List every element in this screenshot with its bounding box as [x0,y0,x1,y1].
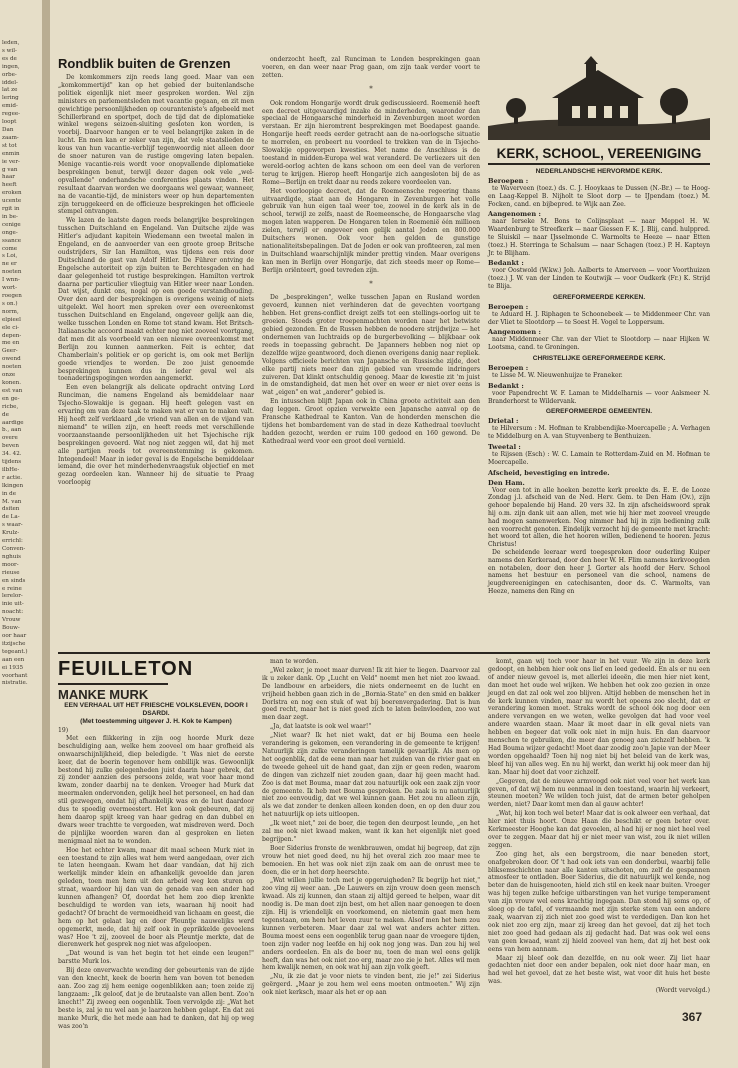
section-entry: te Aduard H. J. Riphagen te Schoonebeek — te Middenmeer Chr. van der Vliet te Slootdorp — te Soest H. Vogel te Loppersum. [488,310,710,326]
edge-line: aan een [2,656,25,663]
edge-line: beven [2,443,19,450]
section-label: Afscheid, bevestiging en intrede. [488,468,610,477]
church-denomination-heading: GEREFORMEERDE KERKEN. [552,293,646,301]
edge-line: Krulz- [2,530,20,537]
section-label: Aangenomen : [488,210,541,219]
edge-line: st tot [2,142,17,149]
rondblik-col1-text [58,74,254,487]
edge-line: eroken [2,190,22,197]
edge-line: Geer- [2,348,18,355]
edge-line: aardige [2,419,24,426]
edge-line: elpieel [2,316,21,323]
edge-line: ingen, [2,63,20,70]
edge-line: leden, [2,40,20,46]
edge-line: I wnn- [2,277,20,284]
paragraph: En intusschen blijft Japan ook in China groote activiteit aan den dag leggen. Groot opzien verwekte een Japansche aanval op de Fransche Kathedraal te Kanton. Van de honderden menschen die tijdens het bombardement van de stad in deze Kathedraal toevlucht hadden gezocht, werden er ruim 100 gedood en 160 gewond. De Kathedraal werd voor een groot deel vernield. [262,398,480,445]
edge-line: Vrouw [2,617,21,624]
edge-line: come [2,245,18,252]
edge-line: depen- [2,332,22,339]
edge-line: en sinds [2,577,26,584]
edge-line: es de [2,55,17,62]
section-label: Beroepen : [488,363,529,372]
edge-line: onge- [2,229,18,236]
section-label: Beroepen : [488,177,529,185]
edge-line: owend [2,356,21,363]
edge-line: tijdens [2,459,22,466]
edge-line: ne er [2,261,17,268]
edge-line: in be- [2,213,18,220]
edge-line: in de [2,490,17,497]
edge-line: e reine [2,585,22,592]
kerk-title: KERK, SCHOOL, VEREENIGING [496,146,702,161]
edge-line: itzijsche [2,640,26,647]
paragraph: Boer Siderius fronste de wenkbrauwen, omdat hij begreep, dat zijn vrouw het niet goed deed, nu hij het overal zich zoo maar mee te bemoeien. En het was ook niet zijn zaak om aan de onrust mee te doen, die er in het dorp heerschte. [262,844,480,876]
edge-line: s Loi, [2,253,18,260]
edge-line: cenige [2,221,21,228]
church-denomination-heading: CHRISTELIJKE GEREFORMEERDE KERK. [532,354,666,362]
rondblik-column-2 [262,56,480,651]
section-label: Bedankt : [488,259,524,268]
edge-line: s waar- [2,522,23,529]
title-rule [488,163,710,165]
section-label: Drietal : [488,417,519,426]
title-rule [58,683,168,685]
edge-line: lerelor- [2,593,23,600]
edge-line: 34. 42. [2,451,22,458]
story-title: MANKE MURK [58,687,149,702]
paragraph: „Ja, dat laatste is ook wel waar!" [270,723,372,731]
edge-line: g van [2,166,18,173]
separator-dot: * [369,84,373,93]
paragraph: „Gegeven, dat de nieuwe armvoogd ook niet veel voor het werk kan geven, of dat wij hem nu eenmaal in den toestand, waarin hij verkeert, steunen moeten? We wilden toch juist, dat de armen beter geholpen werden, niet? Daar komt men dan al gauw achter! [488,777,710,809]
edge-line: konen. [2,379,22,386]
edge-line: dsiten [2,506,20,513]
edge-line: wort- [2,285,17,292]
edge-line: onze [2,372,16,379]
paragraph: „Nu, ik zie dat je voor niets te vinden bent, zie je!" zei Siderius geërgerd. „Maar je zou hem wel eens moeten ontmoeten." Wij zijn ook niet kerksch, maar als het er op aan [262,973,480,997]
paragraph: „Wat willen jullie toch met je opgeruigheden? Ik begrijp het niet," zoo ving zij weer aan. „De Lauwers en zijn vrouw doen geen mensch kwaad. Als zij kunnen, dan staan zij altijd gereed te helpen, waar dit noodig is. De man doet zijn best, om het allen naar genoegen te doen zijn. Hij is vriendelijk en voorkomend, en nietemin gaat men hem tegenstaan, om hem het leven zuur te maken. Alsof men het hem zou kunnen verbeteren. Maar daar zal wel wat anders achter zitten. Bouma moest eens een oogenblik terug gaan naar de vroegere tijden, toen zijn vader nog leefde en hij ook nog jong was. Dan zou hij wel anders oordeelen. En als de boer nu, toen de man wel eens gelijk heeft, dan was het ook niet zoo erg, maar zoo zie je het. Alles wil men hem kwalijk nemen, en ook wat hij aan zijn volk geeft. [262,877,480,972]
paragraph: Een even belangrijk als delicate opdracht ontving Lord Runciman, die namens Engeland als bemiddelaar naar Tsjecho-Slowakije is gegaan. Hij heeft gelegen vast en ervaring om van deze taak te maken wat er van te maken valt. Hij heeft zelf verklaard „de vriend van allen en de vijand van niemand" te willen zijn, en heeft reeds met verschillende voorzaanstaande persoonlijkheden uit het Tsjechische rijk besprekingen gevoerd. Wat nog niet zeggen wil, dat hij met alle partijen reeds tot overeenstemming is gekomen. Integendeel! Maar in ieder geval is de Engelsche bemiddelaar iemand, die over het minderhedenvraagstuk objectief en met gezag oordeelen kan. Wanneer hij de situatie te Praag voorloopig [58,384,254,487]
section-entry: naar Middenmeer Chr. van der Vliet te Slootdorp — naar Hijken W. Lootsma, cand. te Groningen. [488,336,710,352]
feuilleton-column-3 [488,658,710,1008]
edge-line: inie uit- [2,601,24,608]
section-entry: naar Ierseke M. Bons te Colijnsplaat — naar Meppel H. W. Waardenburg te Streefkerk — naar Giessen F. K. J. Blij, cand. hulppred. te Sluiskil — naar IJsselmonde C. Warmolts te Heeze — naar Etten (toez.) H. Sterringa te Schalsum — naar Schagen (toez.) P. H. Kapteyn Jr. te Blijham. [488,218,710,257]
edge-line: orbe- [2,71,17,78]
paragraph: „Niet waar? Ik het niet wakt, dat er bij Bouma een heele verandering is gekomen, een verandering in de gemeente te krijgen! Natuurlijk zijn zulke veranderingen tamelijk gevaarlijk. Als men op het oogenblik, dat de eene man naar het zuiden van de rivier gaat en de tweede geheel uit de hand gaat, dan zijn er geen reden, waarom de dingen van zichzelf niet zouden gaan, daar hij geen macht had. Zoo is dat met Bouma, maar dat zou natuurlijk ook een zaak zijn voor de gemeente. Ik heb met Bouma gesproken. De zaak is nu natuurlijk niet zoo eenvoudig, dat we wel kunnen gaan. Het zou nu alleen zijn, als we dat zonder te denken alleen konden doen, en op den duur zou het natuurlijk op iets uitloopen. [262,732,480,819]
edge-line: lat ze [2,87,18,94]
edge-line: noeten [2,269,22,276]
paragraph: We lazen de laatste dagen reeds belangrijke besprekingen tusschen Duitschland en Engeland. Van Duitsche zijde was Hitler's adjudant kapitein Wiedemann een tweetal malen in Engeland, en de aanvoerder van een groote groep Britsche oudstrijders, Sir Ian Hamilton, was tijdens een reis door Duitschland de gast van Adolf Hitler. De Führer ontving de Engelsche autoriteit op zijn buiten te Berchtesgaden en had daar gelegenheid tot rustige besprekingen. Hamilton vertrok daarna per particulier vliegtuig van Hitler weer naar Londen. Dat wijst, dunkt ons, nogal op een goede verstandhouding. Over den aard der besprekingen is overigens weinig of niets uitgelekt. Wel hoort men spreken over een overeenkomst tusschen Duitschland en Engeland, ongeveer gelijk aan die, welke tusschen Londen en Rome tot stand kwam. Het Britsch-Italiaansche accoord maakt echter nog niet zooveel voortgang, dat men dit als voorbeeld van een nieuwe overeenkomst met Berlijn zou kunnen aanmerken. Feit is echter, dat Chamberlain's politiek er op gericht is, om ook met Berlijn goede vriendjes te worden. De zoo juist genoemde besprekingen kunnen dus in ieder geval wel als toenaderingspogingen worden aangemerkt. [58,217,254,383]
edge-line: lering [2,95,19,102]
paragraph: man te worden. [270,658,319,665]
paragraph: komt, gaan wij toch voor haar in het vuur. We zijn in deze kerk gedoopt, en hebben hier ook ons lief en leed gedeeld. En als er nu een of ander nieuw gevoel is, met allerlei ideeën, die men hier niet kent, dan moet het oude wel wijken. We hebben het ook zoo gezien in onze jeugd en dat zal ook wel zoo blijven. Altijd hebben de menschen het in de kerk kunnen vinden, maar nu wordt het opeens zoo slecht, dat er verandering komen moet. Straks wordt de school óók nog door een andere vervangen en we weten, welke gevolgen dat had voor veel andere waarden staan. Maar ik moet daar in elk geval niets van hebben en begeer dat volk ook niet in mijn huis. En dan daarvoor menschen te gebruiken, die meer dan genoeg aan zichzelf hebben. 'k Had Bouma wijzer gedacht! Moet daar zoodig zoo'n Japie van der Meer worden opgehaald? Toen hij nog niet bij het beleid van de kerk was, bleef hij van alles weg. En nu hij werkt, dan werkt hij ook meer dan hij kan. Maar hij doet dat voor zichzelf. [488,658,710,776]
paragraph: Met een flikkering in zijn oog hoorde Murk deze beschuldiging aan, welke hem zooveel om haar grofheid als onwaarschijnlijkheid, diep beledigde. 't Was niet de eerste keer, dat de boerin tegenover hem onbillijk was. Gewoonlijk bestond hij zulke gelegenheden juist daarin haar gebrek, dat zij zonder aanzien des persoons zelde, wat voor haar mond kwam, zonder daarbij na te denken. Vroeger had Murk dat meermalen ondervonden, gelijk heel het personeel, en had dan stil gezwegen, omdat hij afhankelijk was en de lust daardoor dus te spoedig overmeestert. Het kon ook gebeuren, dat zij hem daarop spijt kreeg van haar gedrag en dan dubbel en dwars weer trachtte te vergoeden, wat misdreven werd. Doch de pijnlijke woorden waren dan al gesproken en lieten menigmaal niet na te wonden. [58,734,254,845]
edge-line: de La- [2,514,20,521]
kerk-subtitle: NEDERLANDSCHE HERVORMDE KERK. [535,168,663,175]
edge-line: overe [2,435,18,442]
section-entry: te Lisse M. W. Nieuwenhuijze te Franeker. [492,371,623,379]
paragraph: De „besprekingen", welke tusschen Japan en Rusland worden gevoerd, kunnen niet verhinderen dat de gevechten voortgang hebben. Het grens-conflict dreigt zelfs tot een stellings-oorlog uit te groeien. Steeds groter troepenmachten worden naar het betwiste gebied gezonden. En de Russen hebben de noodere strijdwijze — het ondernemen van luchtraids op de burgerbevolking — blijkbaar ook reeds in toepassing gebracht. De Japanners hebben nog niet op dezelfde wijze geantwoord, doch dienen overigens danig naar repliek. Volgens officieele berichten van Japansche en Russische zijde, doet elke partij niets meer dan zijn gebied van vreemde indringers zuiveren. Dat klinkt ontschuldig genoeg. Maar de kwestie zit 'm juist in de omstandigheid, dat men het over en weer er niet over eens is wat „eigen" en wat „anderer" gebied is. [262,294,480,397]
separator-dot: * [369,279,373,288]
edge-line: ele ci- [2,324,19,331]
edge-line: ucente [2,198,22,205]
edge-line: s on.) [2,300,18,307]
edge-line: ie ver- [2,158,20,165]
edge-line: emid- [2,103,18,110]
edge-line: loopt [2,119,17,126]
paragraph: onderzocht heeft, zal Runciman te Londen besprekingen gaan voeren, en dan weer naar Prag gaan, om zijn taak verder voort te zetten. [262,56,480,79]
edge-line: nistratie. [2,680,28,687]
section-label: Aangenomen : [488,328,541,337]
section-divider [58,652,710,654]
edge-line: iddel- [2,79,18,86]
rondblik-column-1 [58,56,254,651]
edge-line: rgit in [2,206,20,213]
edge-line: errichl: [2,538,23,545]
edge-line: en ge- [2,395,20,402]
edge-line: zaam- [2,134,19,141]
edge-line: nghuis [2,553,22,560]
feuilleton-column-1 [58,658,254,1030]
edge-line: me en [2,340,20,347]
paragraph: „Wat, hij kon toch wel beter! Maar dat is ook alweer een verhaal, dat hier niet thuis hoort. Onze Haan die beschikt er geen beter over. Kerkmeester Hooghe kan dat gevoelen, al had hij er nog niet heel veel over te zeggen. Maar dat hij er niet meer van wist, zou ik niet willen zeggen. [488,810,710,849]
edge-line: voorhant [2,672,28,679]
paragraph: Zoo ging het, als een bergstroom, die naar beneden stort, onafgebroken door. Of 't had ook iets van een donderbui, waarbij felle bliksemschichten naar alle kanten uitschoten, om zelf de gespannen atmosfeer te ontladen. Boer Siderius, die dit natuurlijk wel kende, nog beter dan de huisgenooten, hield zich stil en keek naar buiten. Vroeger was hij tegen zulke hefcige uitbarstingen van het vurige temperament van zijn vrouw wel eens krachtig ingegaan. Dan stond hij soms op, of sloeg op de tafel, of vermaande met zijn sterke stem van een andere zaak, waarvan zij zich niet zoo goed wist te verdedigen. Dan kon het ook niet zoo erg zijn, maar zij kreeg dan het gevoel, dat zij het toch niet zoo goed had gedaan als zij gedacht had. Dat was ook wel eens van geen kwaad, want zij hield zooveel van hem, dat zij het best ook eens van hem aannam. [488,850,710,953]
section-entry: te Rijssen (Esch) : W. C. Lamain te Rotterdam-Zuid en M. Hofman te Moercapelle. [488,450,710,466]
edge-line: enmin [2,150,20,157]
edge-line: oor haar [2,632,27,639]
edge-line: heeft [2,182,17,189]
edge-line: b., aan [2,427,22,434]
rondblik-title: Rondblik buiten de Grenzen [58,56,231,71]
paragraph: Maar zij bleef ook dan dezelfde, en nu ook weer. Zij liet haar gedachten niet door een ander bepalen, ook niet door haar man, en had wel het gevoel, dat ze het beste wist, wat voor dit huis het beste was. [488,954,710,986]
edge-line: moor- [2,561,19,568]
paragraph: Hoe het echter kwam, maar dit maal scheen Murk niet in een toestand te zijn alles wat hem werd aangedaan, over zich te laten heengaan. Kwam het daar vandaan, dat hij zich werkelijk minder klein en afhankelijk gevoelde dan jaren geleden, toen men hem uit den arbeid weg kon sturen op straat, waardoor hij dan van de genade van een ander had kunnen afhangen? Of, doordat het hem zoo diep krenkte beschuldigd te worden van iets, waaraan hij nooit had gedacht? Of bracht de vermoeidheid van lichaam en geest, die hem op het gelaat lag en door Pleuntje nauwelijks werd opgemerkt, mede, dat hij zelf ook in geprikkelde gevoelens was? Hoe 't zij, zooveel de boer als Pleuntje merkte, dat de dierenwerk het gesprek nog niet was afgeloopen. [58,846,254,949]
kerk-sections [488,177,710,596]
paragraph: „Ik weet niet," zei de boer, die tegen den deurpost leunde, „en het zal me ook niet kwaad maken, want ik kan het eigenlijk niet goed begrijpen." [262,820,480,843]
section-entry: Voor een tot in alle hoeken bezette kerk preekte ds. E. E. de Looze Zondag j.l. afscheid van de Ned. Herv. Gem. te Den Ham (Ov.), zijn gehoor bepalende bij Hand. 20 vers 32. In zijn afscheidswoord sprak hij o.m. zijn dank uit aan allen, met wie hij hier met zooveel vreugde had mogen samenwerken. Nog nimmer had hij in zijn bediening zulk een voorrecht genoten. Eindelijk verzocht hij de gemeente met kracht: het woord tot allen, die het hooren willen, bedienend te hooren. Jezus Christus! [488,486,710,549]
edge-line: ricbe, [2,403,19,410]
edge-line: ssance [2,237,22,244]
edge-line: roegen [2,293,22,299]
left-page-edge-text [2,40,42,1000]
section-entry: De scheidende leeraar werd toegesproken door ouderling Kuiper namens den Kerkeraad, door den heer W. H. Flim namens kerkvoogden en notabelen, door den heer J. Gorter als hoofd der Herv. School namens het bestuur en personeel van die school, namens de jeugdvereenigingen en catechisanten, door ds. C. Warmolts, van Heeze, namens den Ring en [488,548,710,595]
paragraph: Ook rondom Hongarije wordt druk gediscussieerd. Roemenië heeft een decreet uitgevaardigd inzake de minderheden, waaronder dan speciaal de Hongaarsche minderheid in Zevenburgen moet worden verstaan. Er zijn hieromtrent besprekingen met Boedapest gaande. Hongarije heeft reeds eerder getracht aan de na-oorlogsche situatie te morrelen, en probeert nu voordeel te trekken van de in Tsjecho-Slowakije opgeworpen kwesties. Met name de Anschluss is de toestand in midden-Europa wel wat veranderd. De verliezers uit den wereld-oorlog achten de kans schoon om een deel van de verloren terug te krijgen. Hierop heeft Hongarije zich aangesloten bij de as Rome—Berlijn en trekt daar nu reeds zekere voordeelen van. [262,99,480,186]
edge-line: noeten [2,364,22,371]
edge-line: s wil- [2,47,17,54]
section-label: Den Ham. [488,478,525,487]
feuilleton-column-2 [262,658,480,1023]
paragraph: De komkommers zijn reeds lang goed. Maar van een „komkommertijd" kan op het gebied der buitenlandsche politiek eigenlijk niet meer gesproken worden. Wel zijn ministers en parlementsleden met vacantie gegaan, en zit men gewichtige persoonlijkheden op couranteniste's afgebeeld met Schillerbrand en sportpet, doch de tijd dat de diplomatieke winkel wegens seizoen-sluiting gesloten kon worden, is voorbij. Daarvoor hangen er te veel belangrijke zaken in de lucht. En men kan er zeker van zijn, dat vele staatslieden de kous van hun vacantie-verblijf tegenwoordig niet alleen door de snoer naturen van de rustige omgeving laten bepalen. Menige vacantie-reis wordt voor onopvallende diplomatieke besprekingen benut, terwijl dezer dagen ook vele „wel-opvallende" onderhandsche conferenties plaats vinden. Het resultaat daarvan worden we doorgaans wel gewaar, wanneer, na de vacantie-tijd, de ministers weer op hun departementen zijn teruggekeerd en de officieuze besprekingen het officieele stempel ontvangen. [58,74,254,216]
feuilleton-title: FEUILLETON [58,658,194,680]
story-publisher-note: (Met toestemming uitgever J. H. Kok te Kampen) [80,718,232,725]
edge-line: norm, [2,308,19,315]
section-label: Bedankt : [488,381,524,390]
installment-number: 19) [58,727,69,734]
section-label: Tweetal : [488,442,521,451]
edge-line: lkingen [2,482,24,489]
paragraph: Bij deze onverwachte wending der gebeurtenis van de zijde van den knecht, keek de boerin hem van boven tot beneden aan. Zoo zag zij hem eenige oogenblikken aan; toen zeide zij langzaam: „Ik geloof, dat je de brutaalste van allen bent. Zoo'n knecht!" Zij zweeg een oogenblik. Toen vervolgde zij: „Wat het beste is, zal je nu wel aan je laarzen hebben gelapt. En dat zei manke Murk, die het mede aan had te danken, dat hij op weg was zoo'n [58,967,254,1030]
edge-line: ei 1935 [2,664,24,671]
edge-line: M. van [2,498,22,505]
church-denomination-heading: GEREFORMEERDE GEMEENTEN. [545,408,653,416]
edge-line: de [2,411,9,418]
section-entry: te Waverveen (toez.) ds. C. J. Hooykaas te Dussen (N.-Br.) — te Hoog- en Laag-Keppel B. Nijholt te Sloot dorp — te IJpendam (toez.) M. Focken, cand. en bijbepred. te Wijk aan Zee. [488,185,710,208]
page-number: 367 [681,1010,702,1024]
section-entry: voor Oostwold (W.kw.) Joh. Aalberts te Amerveen — voor Voorthuizen (toez.) J. W. van der Linden te Koutwijk — voor Oudkerk (Fr.) K. Strijd te Blija. [488,267,710,290]
section-entry: te Hilversum : M. Hofman te Krabbendijke-Moercapelle ; A. Verhagen te Middelburg en A. van Stuyvenberg te Benthuizen. [488,425,710,441]
paragraph: Het voorloopige decreet, dat de Roemeensche regeering thans uitvaardigde, staat aan de Hongaren in Zevenburgen het volle gebruik van hun eigen taal weer toe, zoowel in de kerk als in de school, terwijl ze zelfs, naast de Roemeensche, de Hongaarsche vlag mogen laten wapperen. De Hongaren telen in Roemenië één millioen zielen, terwijl er ongeveer een gelijk aantal Joden en 800.000 Duitschers wonen. Ook voor hen gelden de gunstige nationaliteitsbepalingen. Dat de Joden er ook van profiteeren, zal men in Duitschland waarschijnlijk minder prettig vinden. Maar overigens kan men in Berlijn over Hongarije, dat zich steeds meer op Rome—Berlijn oriënteert, goed tevreden zijn. [262,187,480,274]
edge-line: est van [2,387,23,394]
church-illustration-icon [488,56,710,140]
story-subtitle: EEN VERHAAL UIT HET FRIESCHE VOLKSLEVEN, DOOR I DSARDI. [64,702,248,717]
edge-line: ilbHe- [2,466,20,473]
kerk-column [488,56,710,646]
edge-line: rieuse [2,569,20,576]
edge-line: haar [2,174,15,181]
section-label: Beroepen : [488,302,529,311]
edge-line: r actie. [2,474,23,481]
edge-line: tegeant.) [2,648,28,655]
edge-line: Conven- [2,546,26,552]
section-entry: voor Papendrecht W. F. Laman te Middelharnis — voor Aalsmeer N. Branderhorst te Wildervank. [488,389,710,405]
binding-spine [42,0,50,1068]
edge-line: Bouw- [2,625,20,632]
edge-line: noacht: [2,609,24,616]
paragraph: „Wel zeker, je moet maar durven! Ik zit hier te liegen. Daarvoor zal ik u zeker dank. Op „Lucht en Veld" noemt men het niet zoo kwaad. De landbouw en arbeiders, die niets onderneemt en de lucht en vrijheid hebben gaan zich in de „Bornia-State" en den smid en bakker Dorlstra en nog een stuk of wat bij boerenvergadering. Dat is hun goed recht, maar het is niet goed zich te laten beïnvloeden, zoo wat men daar zegt. [262,666,480,722]
to-be-continued: (Wordt vervolgd.) [655,987,710,995]
edge-line: regee- [2,111,21,118]
edge-line: Dan [2,126,14,133]
paragraph: „Dat wound is van het begin tot het einde een leugen!" barstte Murk los. [58,950,254,966]
